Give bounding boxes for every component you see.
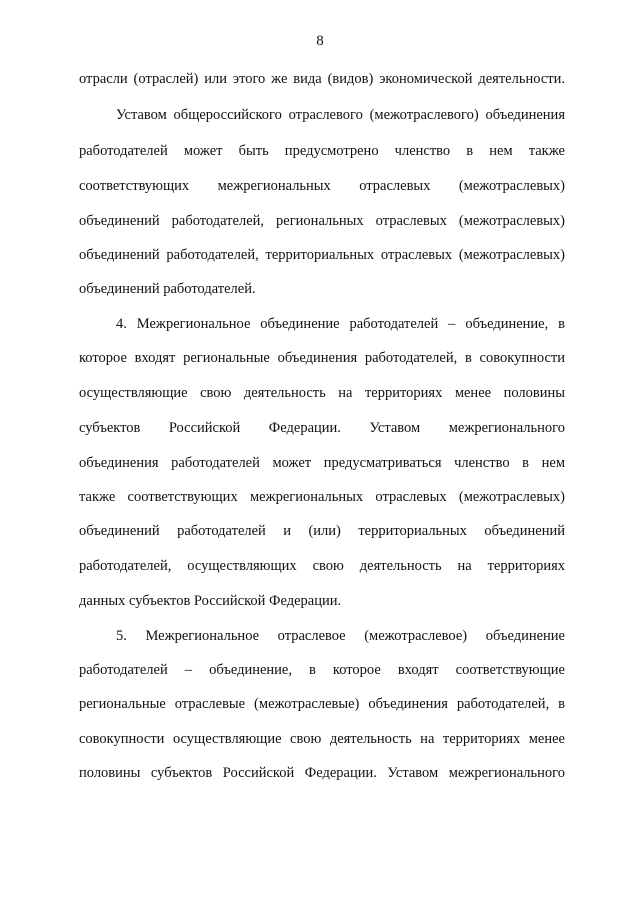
text-line: также соответствующих межрегиональных отраслевых (межотраслевых) [79, 489, 565, 505]
text-line: Уставом общероссийского отраслевого (межотраслевого) объединения [116, 107, 565, 123]
text-line: работодателей может быть предусмотрено членство в нем также [79, 143, 565, 159]
text-line: соответствующих межрегиональных отраслевых (межотраслевых) [79, 178, 565, 194]
text-line: половины субъектов Российской Федерации. Уставом межрегионального [79, 765, 565, 781]
text-line: объединений работодателей и (или) территориальных объединений [79, 523, 565, 539]
text-line: совокупности осуществляющие свою деятельность на территориях менее [79, 731, 565, 747]
text-line: работодателей – объединение, в которое входят соответствующие [79, 662, 565, 678]
text-line: региональные отраслевые (межотраслевые) объединения работодателей, в [79, 696, 565, 712]
text-line: объединения работодателей может предусматриваться членство в нем [79, 455, 565, 471]
paragraph-5-start: 5. Межрегиональное отраслевое (межотраслевое) объединение [116, 628, 565, 644]
text-line: которое входят региональные объединения работодателей, в совокупности [79, 350, 565, 366]
text-line: объединений работодателей, региональных отраслевых (межотраслевых) [79, 213, 565, 229]
text-line: данных субъектов Российской Федерации. [79, 593, 342, 609]
paragraph-4-start: 4. Межрегиональное объединение работодателей – объединение, в [116, 316, 565, 332]
text-line: отрасли (отраслей) или этого же вида (видов) экономической деятельности. [79, 71, 565, 87]
text-line: объединений работодателей. [79, 281, 256, 297]
text-line: работодателей, осуществляющих свою деятельность на территориях [79, 558, 565, 574]
text-line: объединений работодателей, территориальных отраслевых (межотраслевых) [79, 247, 565, 263]
text-line: субъектов Российской Федерации. Уставом межрегионального [79, 420, 565, 436]
text-line: осуществляющие свою деятельность на территориях менее половины [79, 385, 565, 401]
page-number: 8 [316, 33, 324, 49]
